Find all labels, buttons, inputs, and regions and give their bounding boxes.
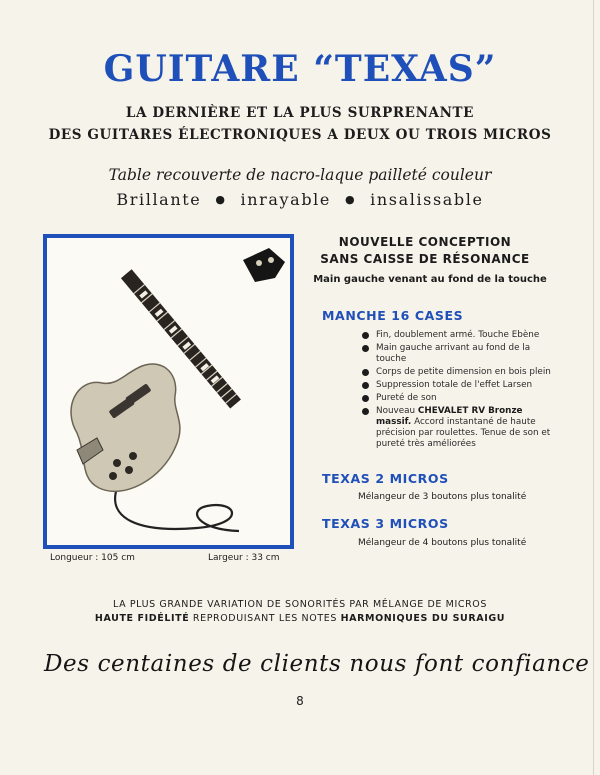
bullet-icon: [362, 408, 369, 415]
quality-3: insalissable: [370, 190, 484, 209]
list-item: Nouveau CHEVALET RV Bronze massif. Accord instantané de haute précision par roulettes. Tenue de son et pureté très améliorées: [362, 406, 558, 450]
bullet-icon: [362, 345, 369, 352]
model-3-detail: Mélangeur de 4 boutons plus tonalité: [358, 538, 527, 548]
footer-text: [0, 598, 600, 626]
model-2-detail: Mélangeur de 3 boutons plus tonalité: [358, 492, 527, 502]
subtitle: [0, 102, 600, 146]
guitar-body: [71, 364, 180, 491]
page-title: GUITARE “TEXAS”: [103, 48, 497, 90]
list-item: Fin, doublement armé. Touche Ebène: [362, 330, 558, 341]
footer-line-2: HAUTE FIDÉLITÉ REPRODUISANT LES NOTES HARMONIQUES DU SURAIGU: [94, 613, 506, 624]
guitar-illustration: [47, 238, 290, 545]
finish-description: Table recouverte de nacro-laque pailleté couleur: [108, 166, 492, 184]
bullet-icon: [362, 382, 369, 389]
list-item: Corps de petite dimension en bois plein: [362, 367, 558, 378]
list-item: Suppression totale de l'effet Larsen: [362, 380, 558, 391]
concept-line-2: SANS CAISSE DE RÉSONANCE: [320, 252, 530, 266]
feature-list: [362, 330, 558, 452]
subtitle-line-1: LA DERNIÈRE ET LA PLUS SURPRENANTE: [125, 105, 475, 121]
subtitle-line-2: DES GUITARES ÉLECTRONIQUES A DEUX OU TROIS MICROS: [48, 127, 552, 143]
quality-2: inrayable: [240, 190, 331, 209]
length-caption: Longueur : 105 cm: [50, 553, 135, 563]
control-knob: [129, 452, 137, 460]
bullet-icon: [362, 369, 369, 376]
bullet-icon: [362, 332, 369, 339]
concept-line-1: NOUVELLE CONCEPTION: [338, 235, 512, 249]
page-number: 8: [296, 694, 304, 708]
width-caption: Largeur : 33 cm: [208, 553, 280, 563]
finish-qualities: [0, 190, 600, 209]
list-item: Pureté de son: [362, 393, 558, 404]
bullet-separator: ●: [215, 193, 227, 206]
guitar-photo-frame: [43, 234, 294, 549]
neck-heading: MANCHE 16 CASES: [322, 308, 464, 323]
concept-heading: [310, 234, 540, 268]
model-2-heading: TEXAS 2 MICROS: [322, 471, 449, 486]
left-hand-note: Main gauche venant au fond de la touche: [313, 274, 547, 285]
control-knob: [113, 459, 121, 467]
quality-1: Brillante: [116, 190, 202, 209]
model-3-heading: TEXAS 3 MICROS: [322, 516, 449, 531]
guitar-headstock: [243, 248, 285, 282]
footer-line-1: LA PLUS GRANDE VARIATION DE SONORITÉS PAR MÉLANGE DE MICROS: [113, 599, 487, 610]
bullet-separator: ●: [344, 193, 357, 206]
list-item: Main gauche arrivant au fond de la touche: [362, 343, 558, 365]
bullet-icon: [362, 395, 369, 402]
slogan: Des centaines de clients nous font confiance: [44, 651, 590, 677]
guitar-cable: [115, 488, 239, 531]
control-knob: [125, 466, 133, 474]
control-knob: [109, 472, 117, 480]
